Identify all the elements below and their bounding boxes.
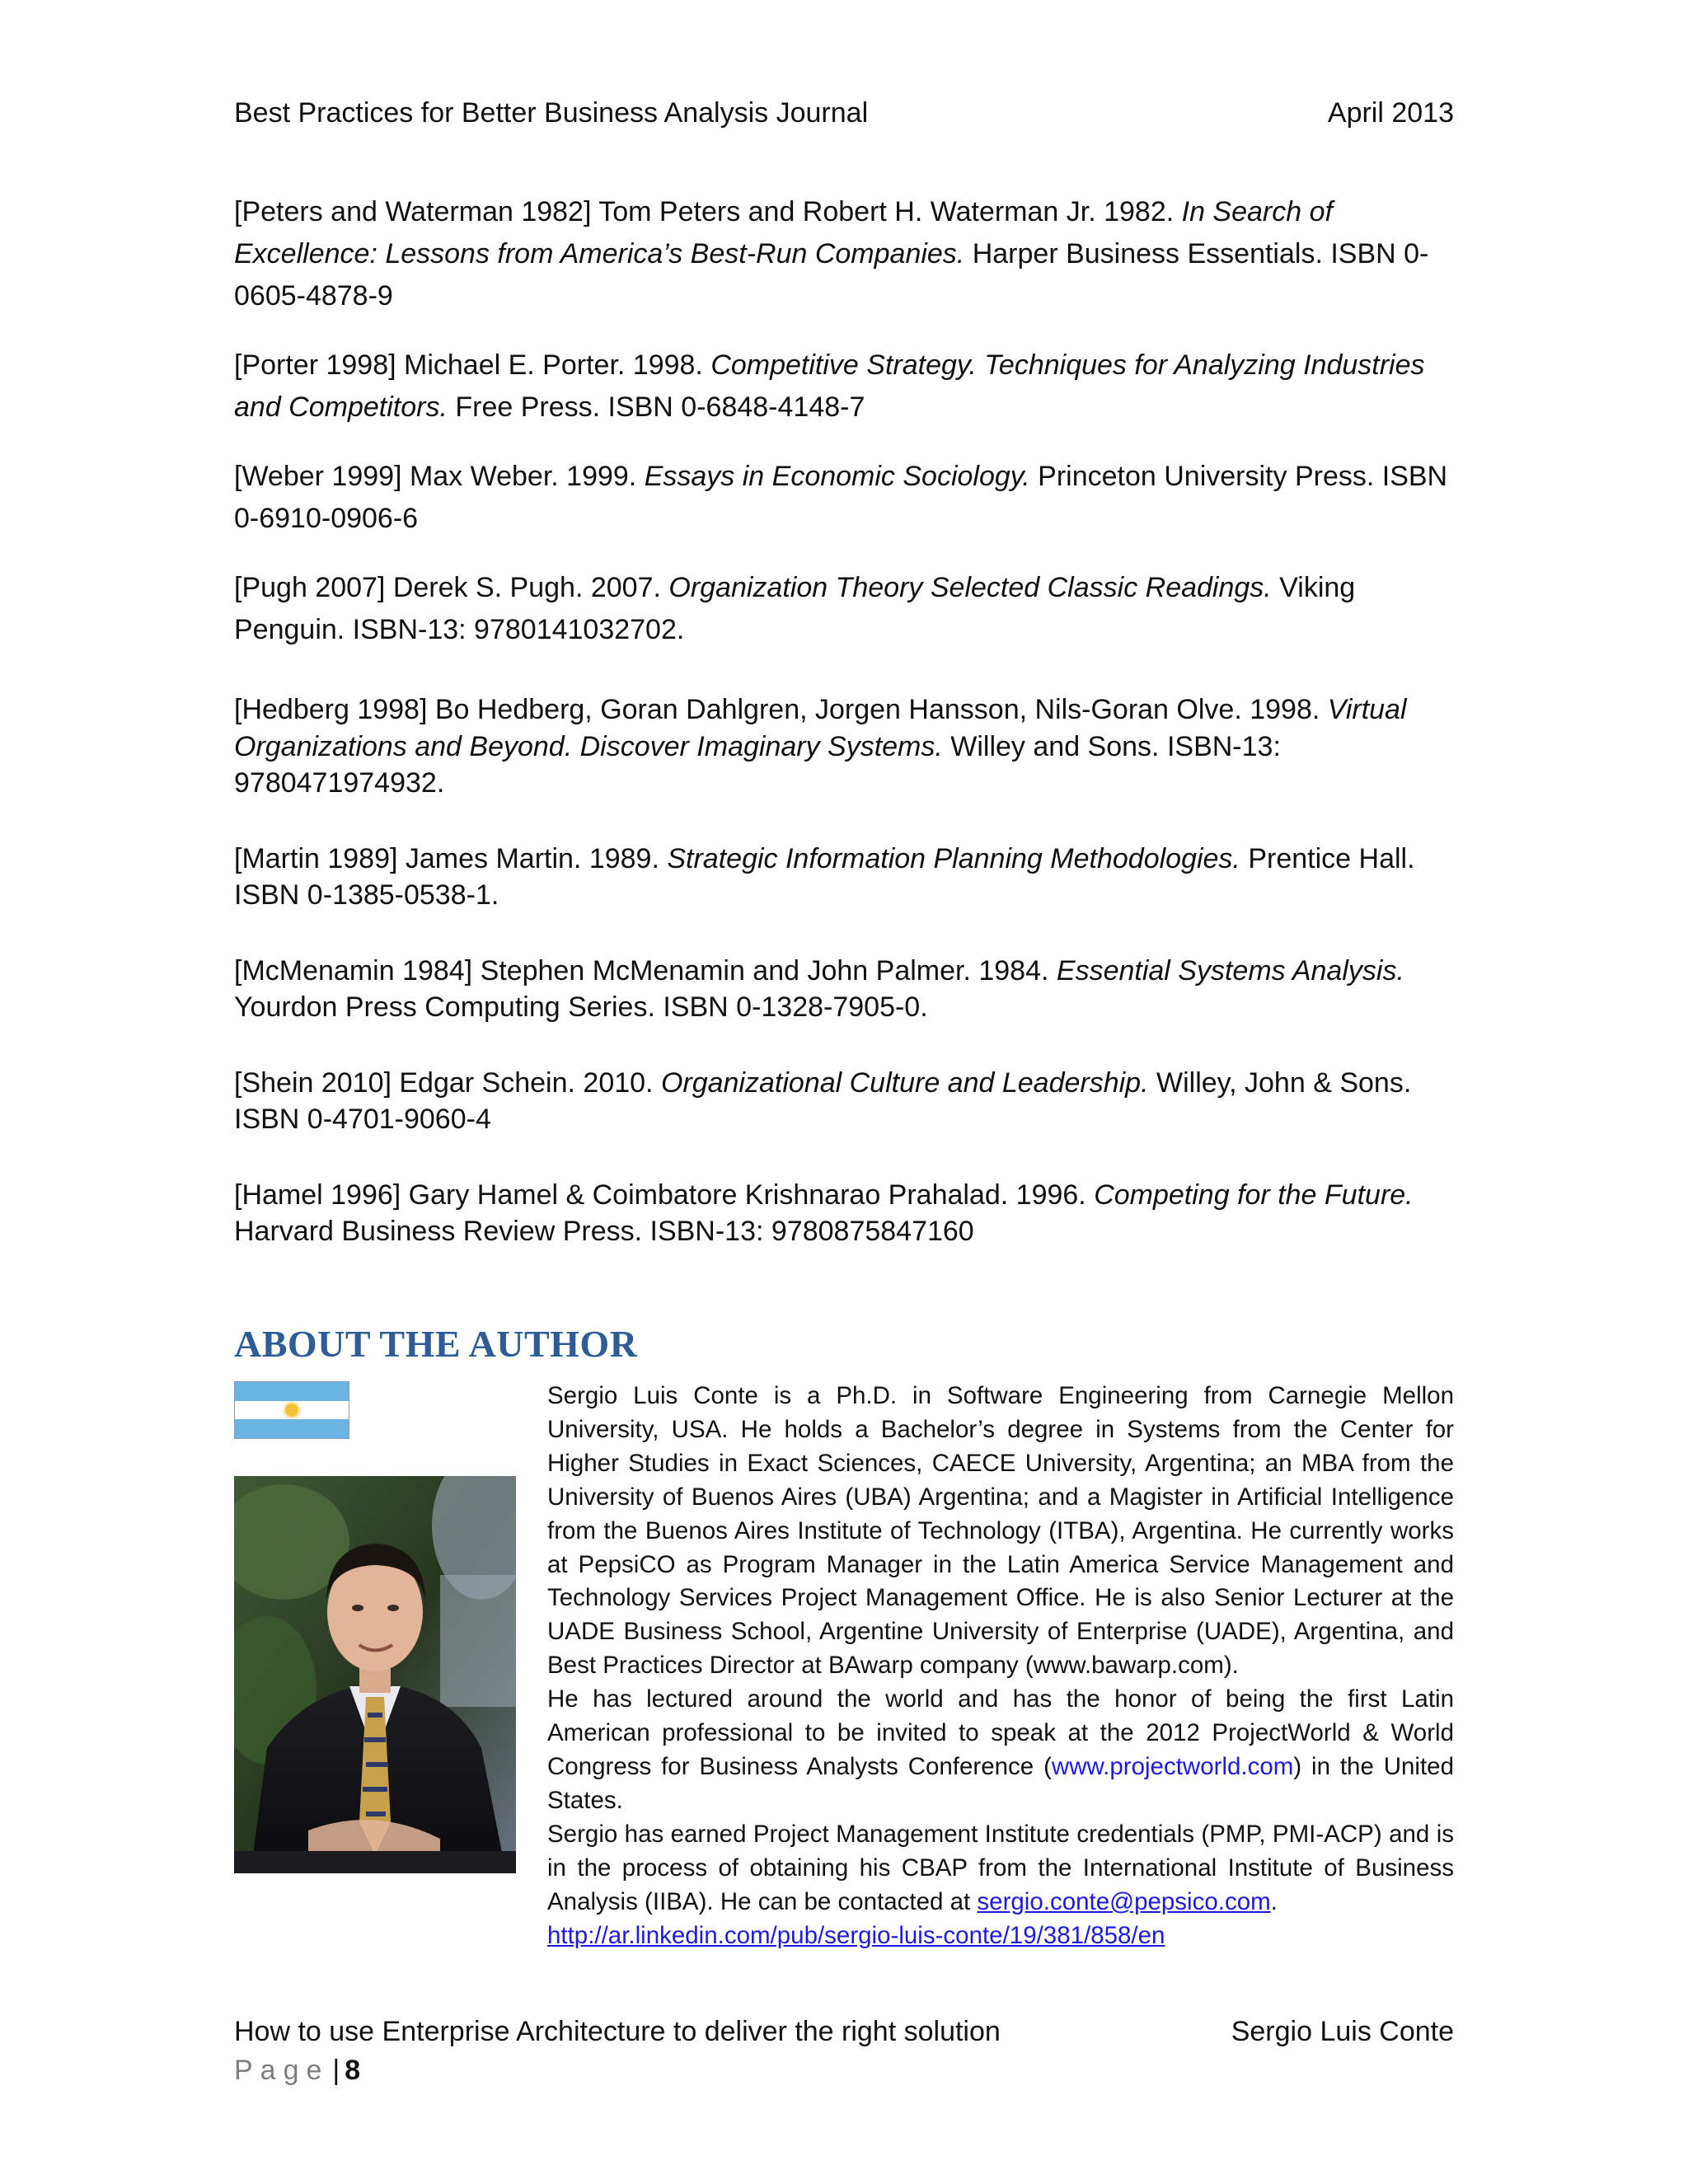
reference-item: [Peters and Waterman 1982] Tom Peters and Robert H. Waterman Jr. 1982. In Search of Excellence: Lessons from America’s Best-Run Companies. Harper Business Essentials. ISBN 0-0605-4878-9 <box>234 196 1429 312</box>
author-bio <box>547 1380 1454 1952</box>
article-title: How to use Enterprise Architecture to deliver the right solution <box>234 2016 1001 2047</box>
author-photo <box>234 1476 516 1873</box>
linkedin-link[interactable]: http://ar.linkedin.com/pub/sergio-luis-conte/19/381/858/en <box>547 1921 1165 1949</box>
bio-paragraph: Sergio Luis Conte is a Ph.D. in Software Engineering from Carnegie Mellon University, USA. He holds a Bachelor’s degree in Systems from the Center for Higher Studies in Exact Sciences, CAECE University, Argentina; an MBA from the University of Buenos Aires (UBA) Argentina; and a Magister in Artificial Intelligence from the Buenos Aires Institute of Technology (ITBA), Argentina. He currently works at PepsiCO as Program Manager in the Latin America Service Management and Technology Services Project Management Office. He is also Senior Lecturer at the UADE Business School, Argentine University of Enterprise (UADE), Argentina, and Best Practices Director at BAwarp company (www.bawarp.com). <box>547 1382 1454 1680</box>
argentina-flag-icon <box>234 1381 349 1439</box>
bio-paragraph: Sergio has earned Project Management Institute credentials (PMP, PMI-ACP) and is in the process of obtaining his CBAP from the International Institute of Business Analysis (IIBA). He can be contacted at sergio.conte@pepsico.com. <box>547 1820 1454 1915</box>
page-number <box>234 2055 360 2087</box>
reference-item: [Pugh 2007] Derek S. Pugh. 2007. Organization Theory Selected Classic Readings. Viking Penguin. ISBN-13: 9780141032702. <box>234 572 1356 645</box>
email-link[interactable]: sergio.conte@pepsico.com <box>977 1887 1271 1915</box>
references-list <box>234 191 1454 1250</box>
reference-item: [Hamel 1996] Gary Hamel & Coimbatore Krishnarao Prahalad. 1996. Competing for the Future. Harvard Business Review Press. ISBN-13: 9780875847160 <box>234 1179 1414 1247</box>
reference-item: [Weber 1999] Max Weber. 1999. Essays in Economic Sociology. Princeton University Press. ISBN 0-6910-0906-6 <box>234 461 1448 534</box>
issue-date: April 2013 <box>1327 97 1454 129</box>
reference-item: [Shein 2010] Edgar Schein. 2010. Organizational Culture and Leadership. Willey, John & Sons. ISBN 0-4701-9060-4 <box>234 1066 1412 1135</box>
journal-title: Best Practices for Better Business Analysis Journal <box>234 97 869 129</box>
page-label: Page <box>234 2055 330 2086</box>
page-separator: | <box>332 2055 340 2086</box>
reference-item: [Hedberg 1998] Bo Hedberg, Goran Dahlgren, Jorgen Hansson, Nils-Goran Olve. 1998. Virtual Organizations and Beyond. Discover Imaginary Systems. Willey and Sons. ISBN-13: 9780471974932. <box>234 694 1407 799</box>
author-name: Sergio Luis Conte <box>1231 2016 1454 2047</box>
page-number-value: 8 <box>345 2055 361 2086</box>
page-header <box>234 97 1454 129</box>
projectworld-link[interactable]: www.projectworld.com <box>1051 1752 1294 1780</box>
bio-paragraph: He has lectured around the world and has the honor of being the first Latin American professional to be invited to speak at the 2012 ProjectWorld & World Congress for Business Analysts Conference (www.projectworld.com) in the United States. <box>547 1685 1454 1814</box>
reference-item: [Porter 1998] Michael E. Porter. 1998. Competitive Strategy. Techniques for Analyzing Industries and Competitors. Free Press. ISBN 0-6848-4148-7 <box>234 349 1425 423</box>
about-author-heading: ABOUT THE AUTHOR <box>234 1323 638 1365</box>
reference-item: [Martin 1989] James Martin. 1989. Strategic Information Planning Methodologies. Prentice Hall. ISBN 0-1385-0538-1. <box>234 842 1415 911</box>
reference-item: [McMenamin 1984] Stephen McMenamin and John Palmer. 1984. Essential Systems Analysis. Yourdon Press Computing Series. ISBN 0-1328-7905-0. <box>234 954 1404 1023</box>
page-footer <box>234 2016 1454 2048</box>
